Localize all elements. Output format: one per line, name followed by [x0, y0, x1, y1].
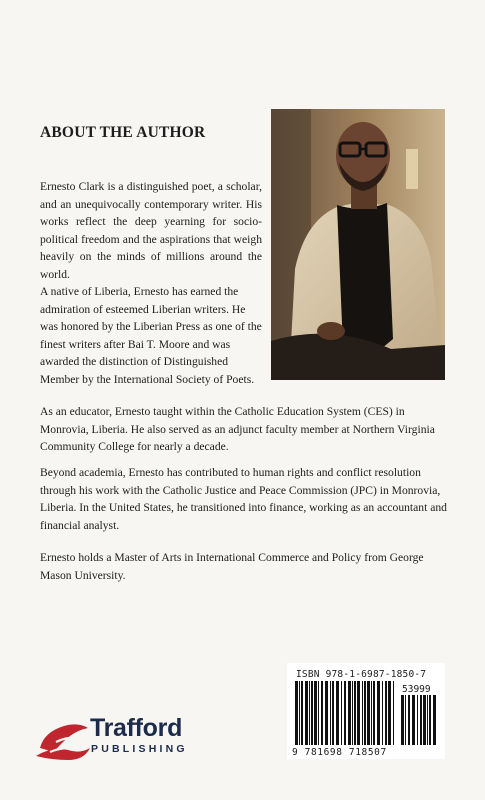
- isbn-text: ISBN 978-1-6987-1850-7: [296, 669, 427, 680]
- bio-paragraph-4: Beyond academia, Ernesto has contributed to human rights and conflict resolution through his work with the Catholic Justice and Peace Commission (JPC) in Monrovia, Liberia. In the United States, he transitioned into finance, working as an accountant and financial analyst.: [40, 466, 447, 532]
- bio-paragraph-5: Ernesto holds a Master of Arts in International Commerce and Policy from George Mason University.: [40, 551, 424, 582]
- section-heading: ABOUT THE AUTHOR: [40, 124, 206, 141]
- bio-paragraph-1: Ernesto Clark is a distinguished poet, a scholar, and an unequivocally contemporary writer. His works reflect the deep yearning for socio-political freedom and the aspirations that weigh heavily on the minds of millions around the world.: [40, 180, 262, 281]
- bio-paragraph-3: As an educator, Ernesto taught within the Catholic Education System (CES) in Monrovia, Liberia. He also served as an adjunct faculty member at Northern Virginia Community College for nearly a decade.: [40, 405, 435, 453]
- publisher-subtitle: PUBLISHING: [91, 743, 188, 755]
- bio-paragraph-2: A native of Liberia, Ernesto has earned the admiration of esteemed Liberian writers. He was honored by the Liberian Press as one of the finest writers after Bai T. Moore and was awarded the distinction of Distinguished Member by the International Society of Poets.: [40, 285, 262, 386]
- price-code: 53999: [402, 684, 431, 695]
- author-photo-illustration: [271, 109, 445, 380]
- author-photo: [271, 109, 445, 380]
- publisher-name: Trafford: [90, 714, 183, 742]
- barcode-digits: 9 781698 718507: [292, 747, 387, 758]
